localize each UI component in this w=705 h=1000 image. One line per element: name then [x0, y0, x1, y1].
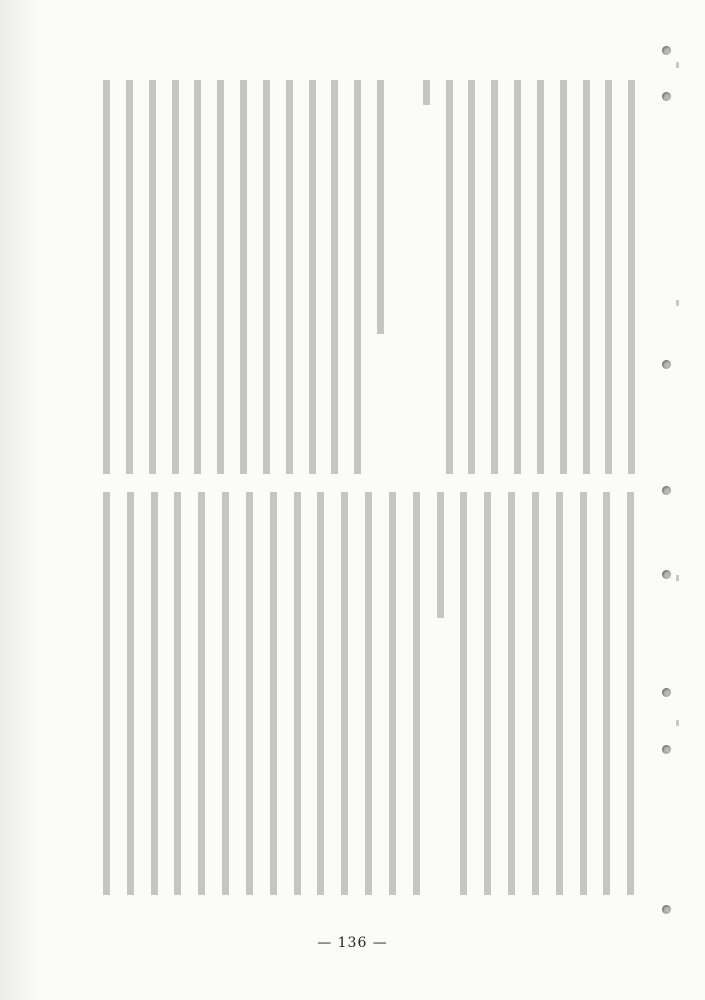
text-column	[500, 492, 521, 912]
lower-text-block	[92, 492, 640, 912]
text-column	[572, 492, 593, 912]
binder-hole	[662, 46, 671, 55]
archive-watermark	[270, 600, 530, 700]
binder-hole	[662, 92, 671, 101]
illegible-column-placeholder	[172, 80, 179, 474]
text-column	[186, 80, 206, 490]
text-column	[529, 80, 549, 490]
text-column	[262, 492, 283, 912]
archive-watermark	[230, 200, 490, 300]
illegible-column-placeholder	[560, 80, 567, 474]
page-number: — 136 —	[317, 935, 388, 951]
staple-mark	[676, 62, 679, 68]
text-column	[619, 492, 640, 912]
text-column	[476, 492, 497, 912]
text-column	[209, 80, 229, 490]
text-column	[238, 492, 259, 912]
illegible-column-placeholder	[126, 80, 133, 474]
illegible-column-placeholder	[222, 492, 229, 895]
staple-mark	[676, 575, 679, 581]
illegible-column-placeholder	[246, 492, 253, 895]
binder-hole	[662, 688, 671, 697]
text-column	[333, 492, 354, 912]
binder-hole	[662, 905, 671, 914]
text-column	[620, 80, 640, 490]
text-column	[552, 80, 572, 490]
illegible-column-placeholder	[532, 492, 539, 895]
illegible-column-placeholder	[514, 80, 521, 474]
text-column	[95, 492, 116, 912]
illegible-column-placeholder	[605, 80, 612, 474]
illegible-column-placeholder	[149, 80, 156, 474]
illegible-column-placeholder	[580, 492, 587, 895]
text-column	[143, 492, 164, 912]
text-column	[164, 80, 184, 490]
text-column	[429, 492, 450, 912]
text-column	[548, 492, 569, 912]
text-column	[524, 492, 545, 912]
text-column	[119, 492, 140, 912]
illegible-column-placeholder	[194, 80, 201, 474]
text-column	[118, 80, 138, 490]
illegible-column-placeholder	[423, 80, 430, 105]
text-column	[506, 80, 526, 490]
binder-hole	[662, 745, 671, 754]
illegible-column-placeholder	[127, 492, 134, 895]
illegible-column-placeholder	[628, 80, 635, 474]
text-column	[286, 492, 307, 912]
illegible-column-placeholder	[198, 492, 205, 895]
text-column	[597, 80, 617, 490]
staple-mark	[676, 720, 679, 726]
illegible-column-placeholder	[537, 80, 544, 474]
illegible-column-placeholder	[583, 80, 590, 474]
illegible-column-placeholder	[103, 80, 110, 474]
illegible-column-placeholder	[491, 80, 498, 474]
illegible-column-placeholder	[151, 492, 158, 895]
text-column	[166, 492, 187, 912]
text-column	[452, 492, 473, 912]
text-column	[190, 492, 211, 912]
text-column	[141, 80, 161, 490]
illegible-column-placeholder	[556, 492, 563, 895]
text-column	[405, 492, 426, 912]
staple-mark	[676, 300, 679, 306]
illegible-column-placeholder	[627, 492, 634, 895]
binder-hole	[662, 570, 671, 579]
illegible-column-placeholder	[217, 80, 224, 474]
binder-hole	[662, 360, 671, 369]
illegible-column-placeholder	[174, 492, 181, 895]
text-column	[357, 492, 378, 912]
text-column	[95, 80, 115, 490]
illegible-column-placeholder	[103, 492, 110, 895]
illegible-column-placeholder	[603, 492, 610, 895]
text-column	[214, 492, 235, 912]
text-column	[595, 492, 616, 912]
text-column	[575, 80, 595, 490]
text-column	[309, 492, 330, 912]
text-column	[381, 492, 402, 912]
binder-hole	[662, 486, 671, 495]
